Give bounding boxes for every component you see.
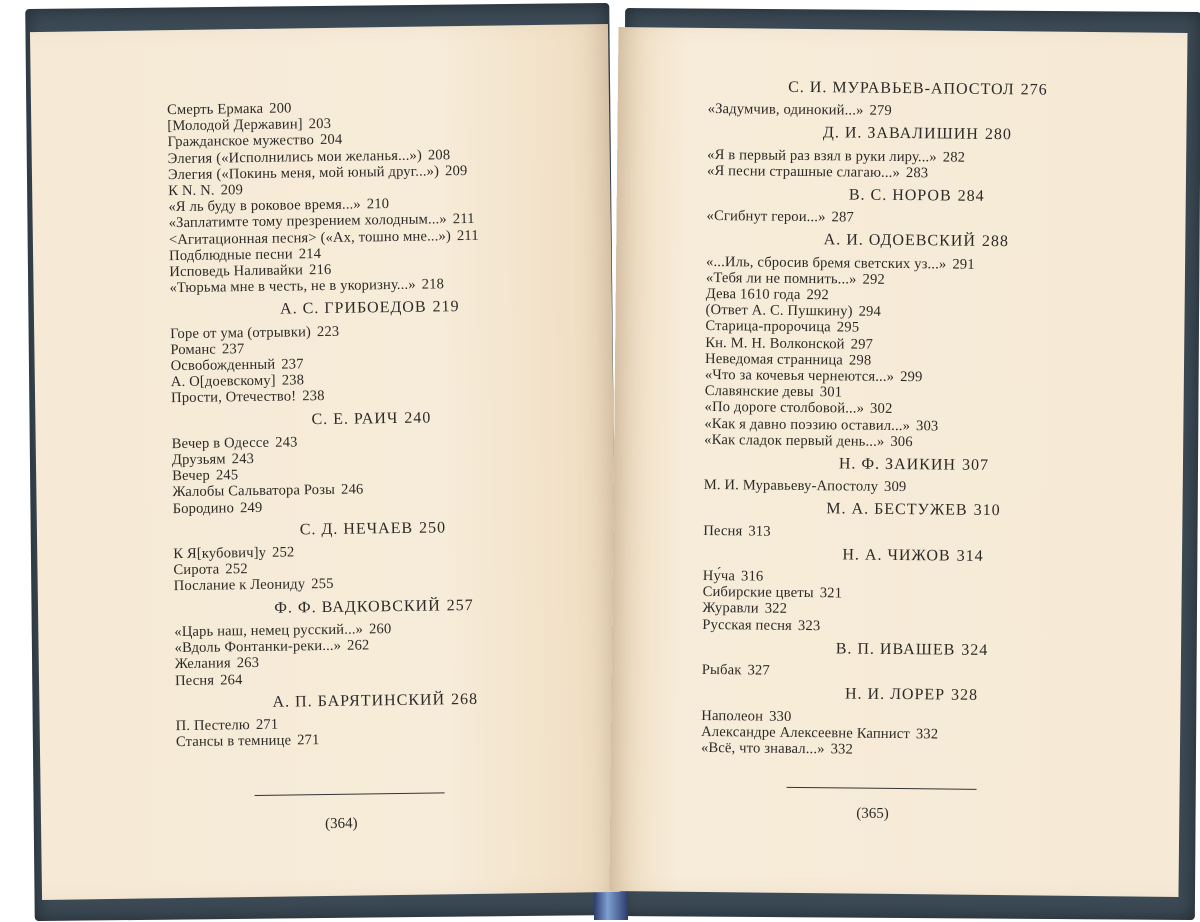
entry-title: Гражданское мужество xyxy=(167,132,315,151)
entry-title: М. И. Муравьеву-Апостолу xyxy=(703,477,879,496)
entry-page-number: 282 xyxy=(942,149,966,166)
entry-page-number: 238 xyxy=(302,388,325,405)
entry-title: Старица-пророчица xyxy=(705,318,831,336)
entry-page-number: 211 xyxy=(452,211,475,228)
author-heading xyxy=(707,186,1127,207)
entry-page-number: 252 xyxy=(271,544,295,561)
entry-title: Кн. М. Н. Волконской xyxy=(705,334,845,353)
entry-title: Подблюдные песни xyxy=(168,246,293,264)
author-name: М. А. БЕСТУЖЕВ xyxy=(826,500,968,520)
entry-page-number: 302 xyxy=(869,401,893,418)
entry-title: Желания xyxy=(174,655,231,673)
entry-title: Исповедь Наливайки xyxy=(169,262,304,281)
author-name: С. Е. РАИЧ xyxy=(311,409,399,428)
contents-entry xyxy=(707,163,1127,184)
author-heading xyxy=(706,231,1126,252)
entry-page-number: 243 xyxy=(275,434,298,451)
author-page-number: 268 xyxy=(450,690,479,708)
author-name: А. П. БАРЯТИНСКИЙ xyxy=(272,691,446,711)
entry-page-number: 332 xyxy=(915,725,939,743)
author-heading xyxy=(170,298,570,320)
author-page-number: 314 xyxy=(956,547,984,565)
footer-rule xyxy=(255,792,445,796)
entry-page-number: 260 xyxy=(368,620,392,638)
entry-page-number: 209 xyxy=(444,162,468,180)
entry-title: Стансы в темнице xyxy=(175,732,292,751)
entry-page-number: 294 xyxy=(858,303,882,321)
entry-title: «Что за кочевья чернеются...» xyxy=(704,367,895,385)
entry-page-number: 297 xyxy=(850,336,874,353)
entry-title: «Как сладок первый день...» xyxy=(704,431,885,450)
entry-title: Прости, Отечество! xyxy=(170,388,297,407)
entry-title: [Молодой Державин] xyxy=(167,116,303,135)
entry-page-number: 223 xyxy=(316,323,340,340)
entry-title: Вечер xyxy=(172,467,211,485)
entry-title: Сирота xyxy=(173,561,220,579)
author-name: В. П. ИВАШЕВ xyxy=(835,640,956,659)
author-name: Д. И. ЗАВАЛИШИН xyxy=(822,124,979,144)
author-heading xyxy=(703,546,1123,567)
entry-title: Дева 1610 года xyxy=(705,286,801,303)
entry-title: «Всё, что знавал...» xyxy=(700,739,825,758)
entry-page-number: 287 xyxy=(831,209,854,226)
contents-entry xyxy=(701,740,1121,761)
entry-page-number: 252 xyxy=(225,561,248,578)
entry-page-number: 200 xyxy=(269,100,292,117)
author-heading xyxy=(707,124,1127,145)
entry-title: «Я песни страшные слагаю...» xyxy=(706,162,901,181)
entry-page-number: 313 xyxy=(748,523,771,540)
entry-page-number: 209 xyxy=(220,182,244,199)
entry-page-number: 327 xyxy=(747,662,770,679)
right-page xyxy=(609,27,1187,897)
contents-entry xyxy=(703,523,1123,544)
entry-title: Бородино xyxy=(172,499,235,517)
entry-page-number: 208 xyxy=(427,146,451,164)
entry-title: Александре Алексеевне Капнист xyxy=(701,723,910,742)
entry-title: «Царь наш, немец русский...» xyxy=(174,621,364,641)
page-number: (365) xyxy=(856,805,889,822)
author-name: Н. А. ЧИЖОВ xyxy=(842,546,951,565)
entry-title: Наполеон xyxy=(701,707,764,725)
entry-title: К Я[кубович]у xyxy=(173,544,267,563)
entry-page-number: 238 xyxy=(281,372,305,389)
entry-page-number: 292 xyxy=(862,271,885,288)
entry-title: Романс xyxy=(170,341,217,358)
entry-page-number: 255 xyxy=(311,576,334,593)
author-heading xyxy=(171,408,571,430)
contents-entry xyxy=(706,208,1126,229)
entry-page-number: 245 xyxy=(215,467,239,484)
entry-title: Послание к Леониду xyxy=(173,576,306,595)
author-page-number: 310 xyxy=(973,502,1001,520)
entry-title: «Я в первый раз взял в руки лиру...» xyxy=(707,146,937,165)
entry-page-number: 216 xyxy=(308,261,332,279)
entry-page-number: 298 xyxy=(848,352,872,369)
entry-page-number: 246 xyxy=(340,481,364,499)
author-name: С. И. МУРАВЬЕВ-АПОСТОЛ xyxy=(788,78,1015,99)
entry-page-number: 249 xyxy=(239,499,263,516)
entry-page-number: 262 xyxy=(347,637,370,654)
author-heading xyxy=(173,518,573,540)
author-name: А. И. ОДОЕВСКИЙ xyxy=(823,231,977,251)
entry-title: Элегия («Покинь меня, мой юный друг...») xyxy=(167,163,440,183)
author-name: А. С. ГРИБОЕДОВ xyxy=(279,299,427,319)
entry-page-number: 237 xyxy=(281,356,304,373)
entry-page-number: 218 xyxy=(421,276,445,293)
entry-page-number: 332 xyxy=(830,741,854,758)
entry-title: Песня xyxy=(703,522,743,540)
entry-page-number: 214 xyxy=(298,245,322,263)
contents-entry xyxy=(702,662,1122,683)
entry-page-number: 292 xyxy=(806,287,829,304)
entry-title: Жалобы Сальватора Розы xyxy=(172,482,336,501)
entry-page-number: 321 xyxy=(819,585,843,602)
author-name: С. Д. НЕЧАЕВ xyxy=(299,519,414,539)
author-page-number: 250 xyxy=(418,519,447,537)
author-page-number: 257 xyxy=(446,596,474,615)
entry-title: П. Пестелю xyxy=(175,716,251,735)
left-contents-column xyxy=(167,97,576,751)
author-page-number: 219 xyxy=(432,298,460,316)
entry-page-number: 322 xyxy=(764,601,788,618)
entry-title: Вечер в Одессе xyxy=(171,434,270,452)
author-heading xyxy=(704,455,1124,476)
entry-page-number: 283 xyxy=(905,164,929,182)
entry-page-number: 264 xyxy=(220,671,243,688)
author-heading xyxy=(708,79,1128,100)
entry-page-number: 263 xyxy=(236,655,260,672)
author-heading xyxy=(175,690,575,712)
entry-title: Элегия («Исполнились мои желанья...») xyxy=(167,147,423,167)
right-contents-column xyxy=(701,72,1128,760)
entry-title: Русская песня xyxy=(702,616,793,634)
author-page-number: 324 xyxy=(961,641,989,659)
entry-title: Неведомая странница xyxy=(704,350,844,369)
author-page-number: 328 xyxy=(951,686,979,705)
entry-page-number: 291 xyxy=(952,256,975,273)
author-heading xyxy=(702,640,1122,661)
contents-entry xyxy=(704,477,1124,498)
entry-page-number: 295 xyxy=(836,319,860,337)
entry-title: Ну́ча xyxy=(702,568,736,585)
entry-title: Песня xyxy=(174,672,215,689)
entry-page-number: 271 xyxy=(255,716,279,733)
contents-entry xyxy=(702,617,1122,638)
entry-title: (Ответ А. С. Пушкину) xyxy=(705,302,853,320)
entry-page-number: 271 xyxy=(297,732,320,749)
author-name: Н. Ф. ЗАИКИН xyxy=(838,455,957,474)
entry-page-number: 279 xyxy=(869,102,892,120)
entry-page-number: 237 xyxy=(221,340,245,358)
page-number: (364) xyxy=(324,815,358,833)
entry-page-number: 210 xyxy=(366,196,390,213)
entry-page-number: 303 xyxy=(915,417,939,435)
entry-page-number: 330 xyxy=(769,708,792,725)
entry-page-number: 299 xyxy=(900,369,923,386)
entry-title: Смерть Ермака xyxy=(166,100,264,119)
entry-title: «Я ль буду в роковое время...» xyxy=(168,196,361,216)
footer-rule xyxy=(787,787,977,790)
entry-title: К N. N. xyxy=(168,182,215,200)
author-page-number: 307 xyxy=(961,456,990,475)
author-heading xyxy=(703,500,1123,521)
entry-page-number: 301 xyxy=(819,384,843,401)
entry-title: «По дороге столбовой...» xyxy=(704,399,865,418)
author-page-number: 280 xyxy=(984,126,1012,144)
entry-page-number: 323 xyxy=(797,617,821,634)
entry-title: Сибирские цветы xyxy=(702,584,814,602)
author-name: В. С. НОРОВ xyxy=(848,186,952,205)
author-page-number: 284 xyxy=(957,187,985,205)
entry-title: «...Иль, сбросив бремя светских уз...» xyxy=(706,253,947,273)
entry-title: «Вдоль Фонтанки-реки...» xyxy=(174,637,342,657)
contents-entry xyxy=(708,101,1128,122)
entry-title: Друзьям xyxy=(171,451,226,469)
left-page xyxy=(30,24,620,900)
entry-title: «Заплатимте тому презрением холодным...» xyxy=(168,211,447,232)
author-heading xyxy=(174,596,574,618)
entry-title: «Как я давно поэзию оставил...» xyxy=(704,415,911,434)
entry-title: Рыбак xyxy=(701,662,742,679)
entry-title: «Тебя ли не помнить...» xyxy=(705,269,857,288)
entry-title: Славянские девы xyxy=(704,383,814,401)
entry-title: Горе от ума (отрывки) xyxy=(170,323,312,342)
entry-page-number: 243 xyxy=(231,451,255,468)
entry-page-number: 204 xyxy=(319,132,343,149)
entry-title: <Агитационная песня> («Ах, тошно мне...») xyxy=(168,227,452,248)
author-name: Н. И. ЛОРЕР xyxy=(844,685,946,704)
author-page-number: 240 xyxy=(404,409,432,427)
entry-page-number: 306 xyxy=(890,433,913,451)
entry-title: Освобожденный xyxy=(170,356,276,375)
entry-page-number: 309 xyxy=(883,479,907,496)
author-name: Ф. Ф. ВАДКОВСКИЙ xyxy=(274,597,441,617)
entry-title: «Сгибнут герои...» xyxy=(706,208,826,226)
entry-page-number: 211 xyxy=(456,227,479,244)
author-page-number: 276 xyxy=(1020,81,1048,99)
entry-title: «Тюрьма мне в честь, не в укоризну...» xyxy=(169,276,416,297)
entry-title: Журавли xyxy=(702,600,759,618)
entry-page-number: 316 xyxy=(740,568,764,585)
contents-entry xyxy=(704,432,1124,453)
author-page-number: 288 xyxy=(981,233,1010,251)
entry-title: А. О[доевскому] xyxy=(170,372,276,391)
entry-page-number: 203 xyxy=(308,116,332,133)
author-heading xyxy=(701,685,1121,706)
entry-title: «Задумчив, одинокий...» xyxy=(707,101,864,119)
